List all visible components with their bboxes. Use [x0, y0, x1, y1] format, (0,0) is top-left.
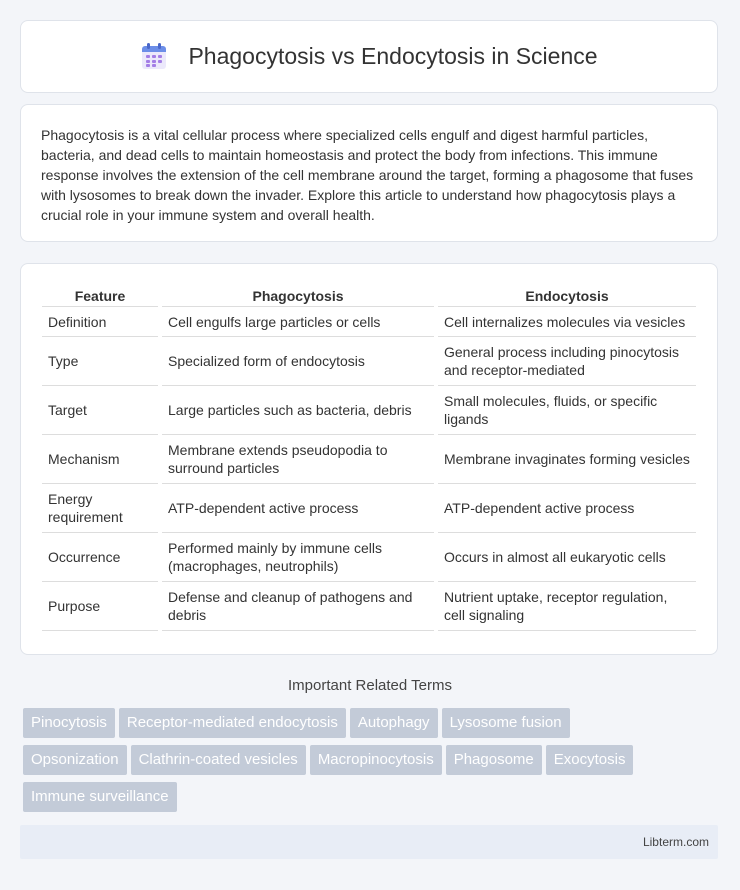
- endocytosis-cell: Occurs in almost all eukaryotic cells: [438, 533, 696, 582]
- phagocytosis-cell: Specialized form of endocytosis: [162, 337, 434, 386]
- footer: [20, 825, 718, 859]
- tag-clathrin-coated-vesicles[interactable]: Clathrin-coated vesicles: [131, 745, 306, 775]
- phagocytosis-cell: Large particles such as bacteria, debris: [162, 386, 434, 435]
- phagocytosis-cell: ATP-dependent active process: [162, 484, 434, 533]
- endocytosis-cell: Cell internalizes molecules via vesicles: [438, 307, 696, 337]
- feature-cell: Type: [42, 337, 158, 386]
- tag-immune-surveillance[interactable]: Immune surveillance: [23, 782, 177, 812]
- feature-cell: Mechanism: [42, 435, 158, 484]
- header: [140, 43, 597, 71]
- phagocytosis-cell: Defense and cleanup of pathogens and debris: [162, 582, 434, 631]
- related-terms-title: Important Related Terms: [288, 677, 452, 694]
- tag-macropinocytosis[interactable]: Macropinocytosis: [310, 745, 442, 775]
- footer-site-link[interactable]: Libterm.com: [642, 835, 709, 849]
- tag-opsonization[interactable]: Opsonization: [23, 745, 127, 775]
- header-card: [20, 20, 718, 93]
- calendar-icon: [140, 43, 168, 71]
- tag-exocytosis[interactable]: Exocytosis: [546, 745, 634, 775]
- tag-lysosome-fusion[interactable]: Lysosome fusion: [442, 708, 570, 738]
- endocytosis-cell: General process including pinocytosis and receptor-mediated: [438, 337, 696, 386]
- feature-cell: Occurrence: [42, 533, 158, 582]
- header-feature: Feature: [42, 284, 158, 307]
- page-title: Phagocytosis vs Endocytosis in Science: [188, 43, 598, 69]
- feature-cell: Target: [42, 386, 158, 435]
- table-header-row: [42, 284, 696, 307]
- related-terms-list: [23, 708, 723, 819]
- endocytosis-cell: ATP-dependent active process: [438, 484, 696, 533]
- table-row: [42, 484, 696, 533]
- table-row: [42, 533, 696, 582]
- tag-phagosome[interactable]: Phagosome: [446, 745, 542, 775]
- comparison-table: [38, 284, 700, 631]
- feature-cell: Energy requirement: [42, 484, 158, 533]
- header-phagocytosis: Phagocytosis: [162, 284, 434, 307]
- table-row: [42, 386, 696, 435]
- endocytosis-cell: Small molecules, fluids, or specific ligands: [438, 386, 696, 435]
- phagocytosis-cell: Membrane extends pseudopodia to surround particles: [162, 435, 434, 484]
- endocytosis-cell: Nutrient uptake, receptor regulation, cell signaling: [438, 582, 696, 631]
- table-row: [42, 435, 696, 484]
- tag-receptor-mediated-endocytosis[interactable]: Receptor-mediated endocytosis: [119, 708, 346, 738]
- tag-autophagy[interactable]: Autophagy: [350, 708, 438, 738]
- tag-pinocytosis[interactable]: Pinocytosis: [23, 708, 115, 738]
- endocytosis-cell: Membrane invaginates forming vesicles: [438, 435, 696, 484]
- intro-paragraph: Phagocytosis is a vital cellular process where specialized cells engulf and digest harmful particles, bacteria, and dead cells to maintain homeostasis and protect the body from infections. This immune response involves the extension of the cell membrane around the target, forming a phagosome that fuses with lysosomes to break down the invader. Explore this article to understand how phagocytosis plays a crucial role in your immune system and overall health.: [41, 127, 694, 223]
- comparison-card: [20, 263, 718, 655]
- table-row: [42, 582, 696, 631]
- phagocytosis-cell: Performed mainly by immune cells (macrophages, neutrophils): [162, 533, 434, 582]
- header-endocytosis: Endocytosis: [438, 284, 696, 307]
- feature-cell: Definition: [42, 307, 158, 337]
- table-row: [42, 337, 696, 386]
- feature-cell: Purpose: [42, 582, 158, 631]
- table-row: [42, 307, 696, 337]
- intro-card: [20, 104, 718, 242]
- phagocytosis-cell: Cell engulfs large particles or cells: [162, 307, 434, 337]
